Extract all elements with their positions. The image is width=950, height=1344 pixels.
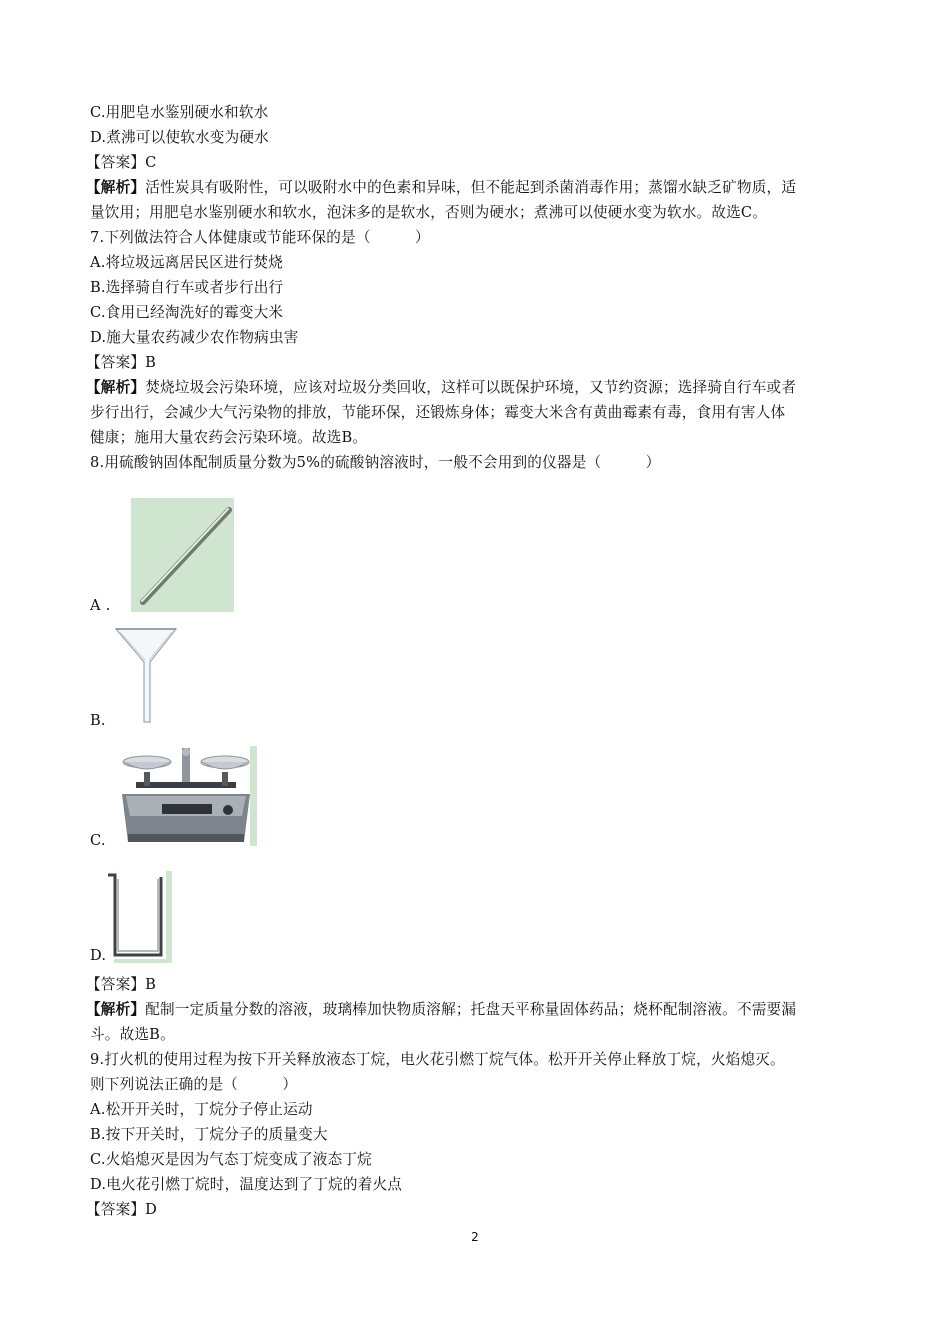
page-number: 2 bbox=[471, 1230, 479, 1244]
q6-answer: 【答案】C bbox=[86, 154, 157, 171]
glass-rod-icon bbox=[131, 498, 234, 612]
q9-question-line1: 9.打火机的使用过程为按下开关释放液态丁烷，电火花引燃丁烷气体。松开开关停止释放丁烷，火焰熄灭。 bbox=[90, 1051, 785, 1068]
q9-question-line2: 则下列说法正确的是（ ） bbox=[90, 1076, 298, 1093]
q9-option-a: A.松开开关时，丁烷分子停止运动 bbox=[90, 1101, 313, 1118]
q7-analysis-line1: 【解析】焚烧垃圾会污染环境，应该对垃圾分类回收，这样可以既保护环境，又节约资源；选择骑自行车或者 bbox=[86, 379, 797, 396]
q9-option-c: C.火焰熄灭是因为气态丁烷变成了液态丁烷 bbox=[90, 1151, 372, 1168]
q9-answer: 【答案】D bbox=[86, 1201, 158, 1218]
q8-option-b-label: B. bbox=[90, 712, 106, 729]
q6-analysis-line2: 量饮用；用肥皂水鉴别硬水和软水，泡沫多的是软水，否则为硬水；煮沸可以使硬水变为软水。故选C。 bbox=[90, 204, 768, 221]
q8-analysis-line2: 斗。故选B。 bbox=[90, 1026, 175, 1043]
q8-question: 8.用硫酸钠固体配制质量分数为5%的硫酸钠溶液时，一般不会用到的仪器是（ ） bbox=[90, 454, 661, 471]
q8-option-a-label: A . bbox=[90, 597, 111, 614]
q7-option-b: B.选择骑自行车或者步行出行 bbox=[90, 279, 284, 296]
q7-option-c: C.食用已经淘洗好的霉变大米 bbox=[90, 304, 284, 321]
beaker-icon bbox=[106, 871, 172, 963]
q8-analysis-line1: 【解析】配制一定质量分数的溶液，玻璃棒加快物质溶解；托盘天平称量固体药品；烧杯配制溶液。不需要漏 bbox=[86, 1001, 797, 1018]
q7-option-a: A.将垃圾远离居民区进行焚烧 bbox=[90, 254, 284, 271]
q7-option-d: D.施大量农药减少农作物病虫害 bbox=[90, 329, 299, 346]
q6-option-c: C.用肥皂水鉴别硬水和软水 bbox=[90, 104, 269, 121]
q8-answer: 【答案】B bbox=[86, 976, 157, 993]
analysis-label: 【解析】 bbox=[86, 179, 146, 196]
analysis-label: 【解析】 bbox=[86, 379, 146, 396]
q9-option-b: B.按下开关时，丁烷分子的质量变大 bbox=[90, 1126, 328, 1143]
q7-analysis-line3: 健康；施用大量农药会污染环境。故选B。 bbox=[90, 429, 368, 446]
funnel-icon bbox=[114, 626, 178, 726]
analysis-label: 【解析】 bbox=[86, 1001, 146, 1018]
balance-scale-icon bbox=[116, 746, 257, 846]
q6-option-d: D.煮沸可以使软水变为硬水 bbox=[90, 129, 269, 146]
q8-option-c-label: C. bbox=[90, 832, 106, 849]
q7-question: 7.下列做法符合人体健康或节能环保的是（ ） bbox=[90, 229, 430, 246]
q7-analysis-line2: 步行出行，会减少大气污染物的排放，节能环保，还锻炼身体；霉变大米含有黄曲霉素有毒，食用有害人体 bbox=[90, 404, 786, 421]
q6-analysis-line1: 【解析】活性炭具有吸附性，可以吸附水中的色素和异味，但不能起到杀菌消毒作用；蒸馏水缺乏矿物质，适 bbox=[86, 179, 797, 196]
q9-option-d: D.电火花引燃丁烷时，温度达到了丁烷的着火点 bbox=[90, 1176, 403, 1193]
q8-option-d-label: D. bbox=[90, 947, 107, 964]
q7-answer: 【答案】B bbox=[86, 354, 157, 371]
